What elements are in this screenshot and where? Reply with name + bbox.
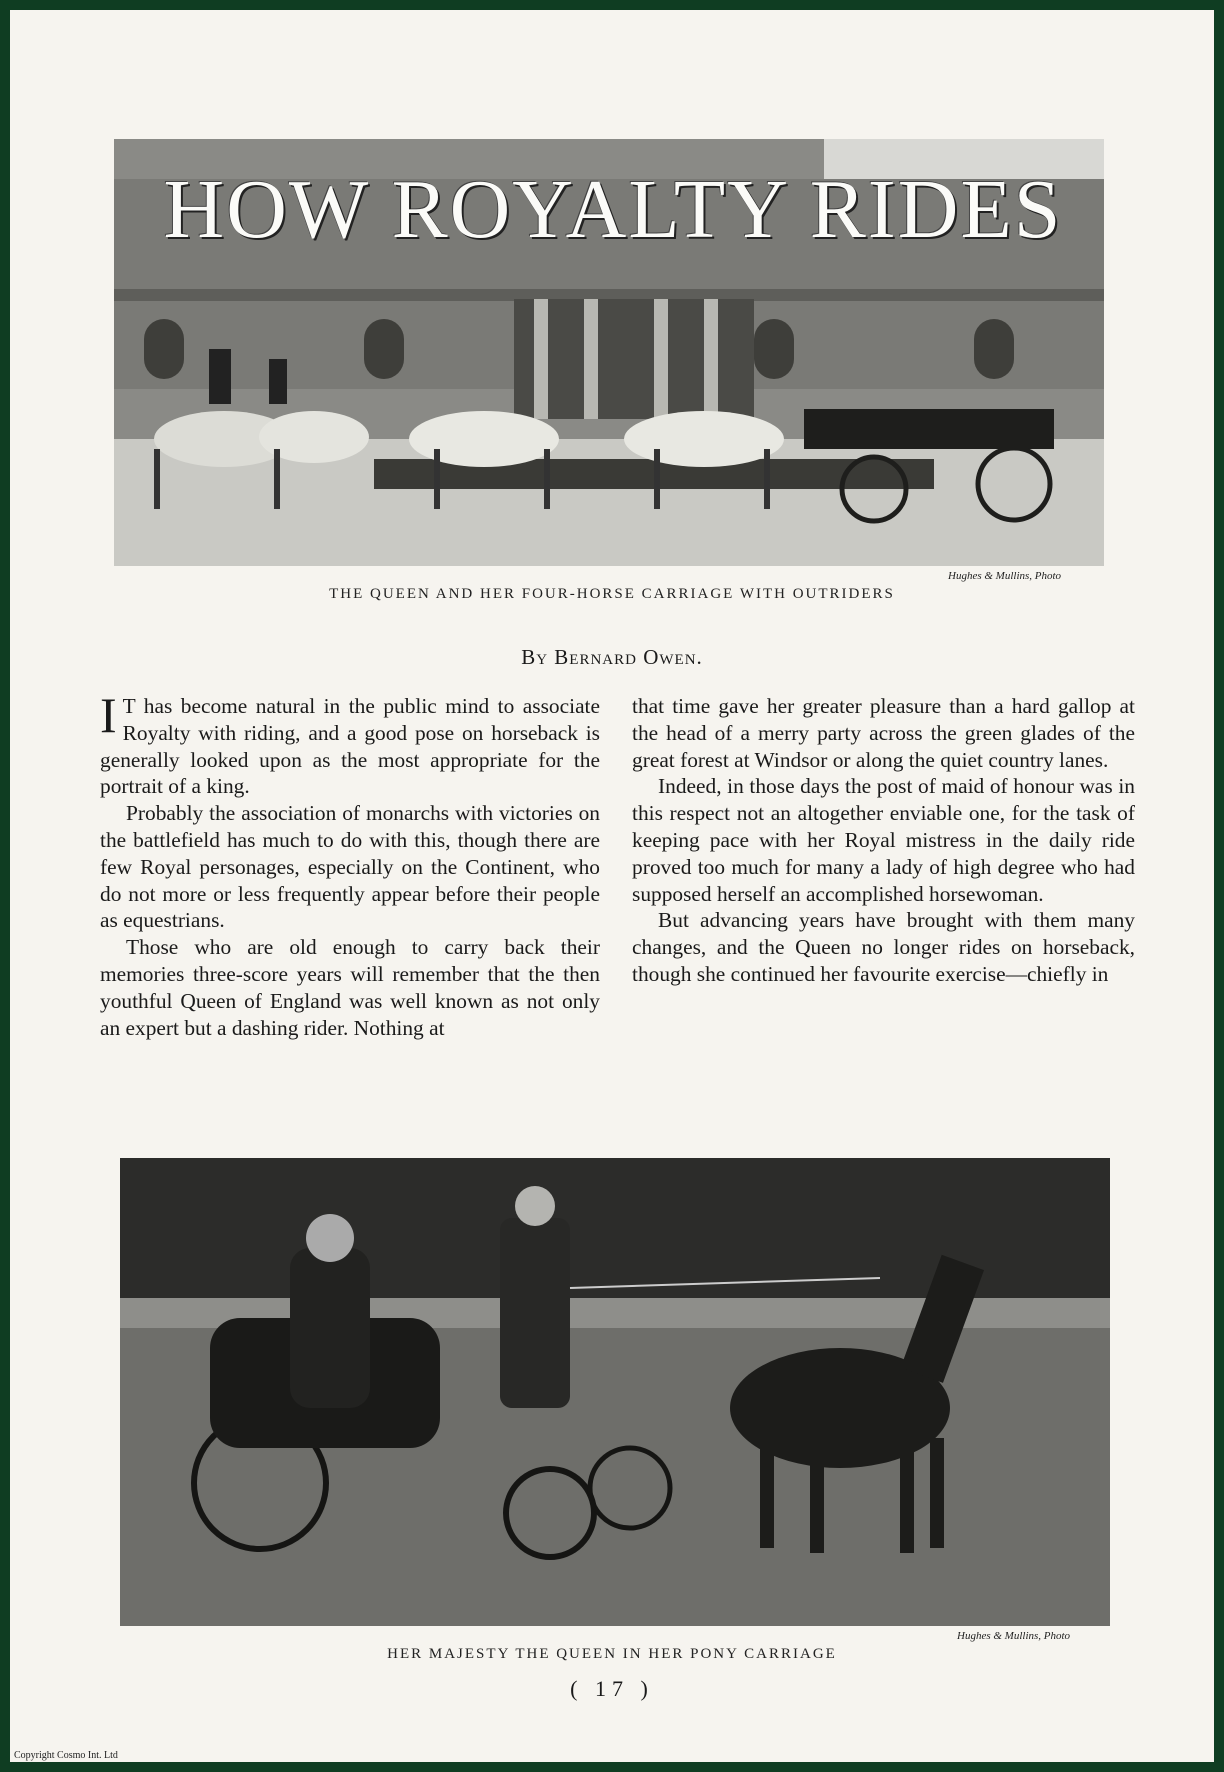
photo-caption: HER MAJESTY THE QUEEN IN HER PONY CARRIAGE — [387, 1646, 837, 1662]
photo-credit: Hughes & Mullins, Photo — [957, 1630, 1071, 1642]
pony-carriage-photo — [120, 1158, 1110, 1626]
paragraph: Indeed, in those days the post of maid of honour was in this respect not an altogether enviable one, for the task of keeping pace with her Royal mistress in the daily ride proved too much for many a lady of high degree who had supposed herself an accomplished horsewoman. — [632, 774, 1135, 906]
photo-caption: THE QUEEN AND HER FOUR-HORSE CARRIAGE WITH OUTRIDERS — [329, 586, 895, 602]
text-column-left — [100, 687, 600, 1041]
page-number: ( 17 ) — [570, 1676, 654, 1701]
paragraph: But advancing years have brought with them many changes, and the Queen no longer rides on horseback, though she continued her favourite exercise—chiefly in — [632, 908, 1135, 986]
paragraph: Probably the association of monarchs with victories on the battlefield has much to do with this, though there are few Royal personages, especially on the Continent, who do not more or less frequently appear before their people as equestrians. — [100, 801, 600, 933]
text-column-right — [632, 693, 1135, 988]
carriage-photo — [114, 139, 1104, 566]
paragraph: that time gave her greater pleasure than a hard gallop at the head of a merry party across the green glades of the great forest at Windsor or along the quiet country lanes. — [632, 694, 1135, 772]
drop-cap: I — [100, 687, 117, 743]
byline: By Bernard Owen. — [521, 645, 703, 669]
photo-credit: Hughes & Mullins, Photo — [948, 570, 1062, 582]
paragraph: I T has become natural in the public mind to associate Royalty with riding, and a good pose on horseback is generally looked upon as the most appropriate for the portrait of a king. — [100, 687, 600, 799]
pony-carriage-illustration — [120, 1158, 1110, 1626]
article-title: HOW ROYALTY RIDES — [163, 163, 1063, 256]
paragraph: Those who are old enough to carry back their memories three-score years will remember that the then youthful Queen of England was well known as not only an expert but a dashing rider. Nothing at — [100, 935, 600, 1040]
copyright-notice: Copyright Cosmo Int. Ltd — [14, 1750, 118, 1761]
